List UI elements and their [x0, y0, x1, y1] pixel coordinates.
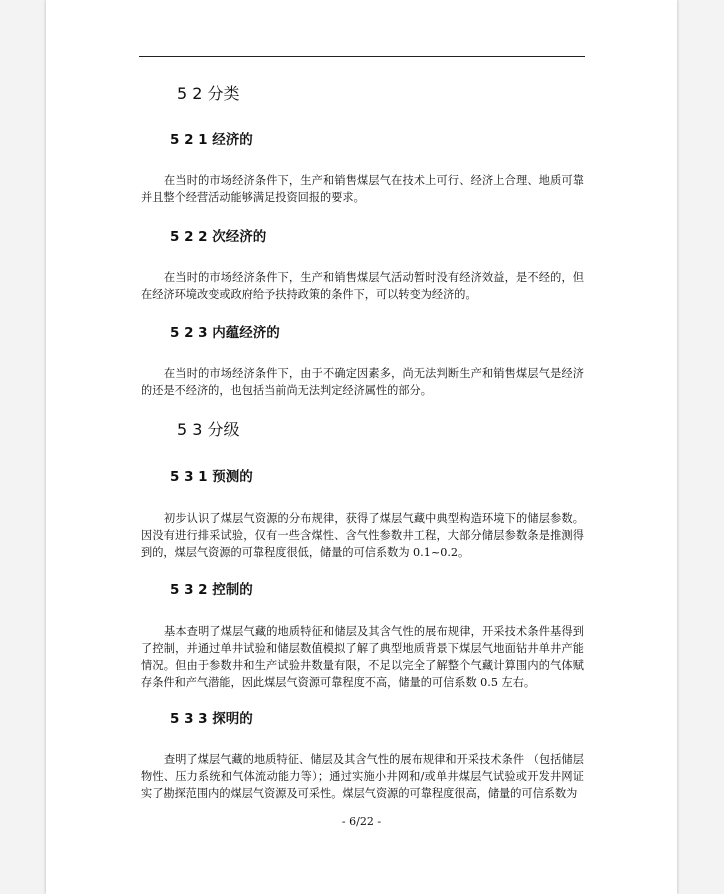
section-heading-5-2-2: 5 2 2 次经济的 — [170, 229, 267, 245]
section-heading-5-3-1: 5 3 1 预测的 — [170, 469, 253, 485]
paragraph-5-3-1: 初步认识了煤层气资源的分布规律，获得了煤层气藏中典型构造环境下的储层参数。因没有进行排采试验，仅有一些含煤性、含气性参数井工程，大部分储层参数条是推测得到的，煤层气资源的可靠程度很低，储量的可信系数为 0.1~0.2。 — [141, 512, 584, 559]
page-number: - 6/22 - — [341, 815, 382, 828]
paragraph-5-3-2: 基本查明了煤层气藏的地质特征和储层及其含气性的展布规律，开采技术条件基得到了控制，并通过单井试验和储层数值模拟了解了典型地质背景下煤层气地面钻井单井产能情况。但由于参数井和生产试验井数量有限，不足以完全了解整个气藏计算围内的气体赋存条件和产气潜能，因此煤层气资源可靠程度不高，储量的可信系数 0.5 左右。 — [141, 625, 584, 689]
document-page — [46, 0, 677, 894]
paragraph-5-3-3: 查明了煤层气藏的地质特征、储层及其含气性的展布规律和开采技术条件 （包括储层物性、压力系统和气体流动能力等）；通过实施小井网和/或单井煤层气试验或开发井网证实了勘探范围内的煤层气资源及可采性。煤层气资源的可靠程度很高，储量的可信系数为 — [141, 753, 584, 800]
paragraph-5-2-2: 在当时的市场经济条件下，生产和销售煤层气活动暂时没有经济效益，是不经的，但在经济环境改变或政府给予扶持政策的条件下，可以转变为经济的。 — [141, 271, 584, 301]
section-heading-5-2-1: 5 2 1 经济的 — [170, 132, 253, 148]
section-heading-5-2-3: 5 2 3 内蕴经济的 — [170, 325, 280, 341]
paragraph-5-2-3: 在当时的市场经济条件下，由于不确定因素多，尚无法判断生产和销售煤层气是经济的还是不经济的，也包括当前尚无法判定经济属性的部分。 — [141, 367, 584, 397]
section-heading-5-3: 5 3 分级 — [177, 420, 240, 439]
section-heading-5-3-2: 5 3 2 控制的 — [170, 582, 253, 598]
header-rule — [139, 56, 585, 57]
section-heading-5-3-3: 5 3 3 探明的 — [170, 711, 253, 727]
paragraph-5-2-1: 在当时的市场经济条件下，生产和销售煤层气在技术上可行、经济上合理、地质可靠并且整个经营活动能够满足投资回报的要求。 — [141, 174, 584, 204]
section-heading-5-2: 5 2 分类 — [177, 84, 240, 103]
